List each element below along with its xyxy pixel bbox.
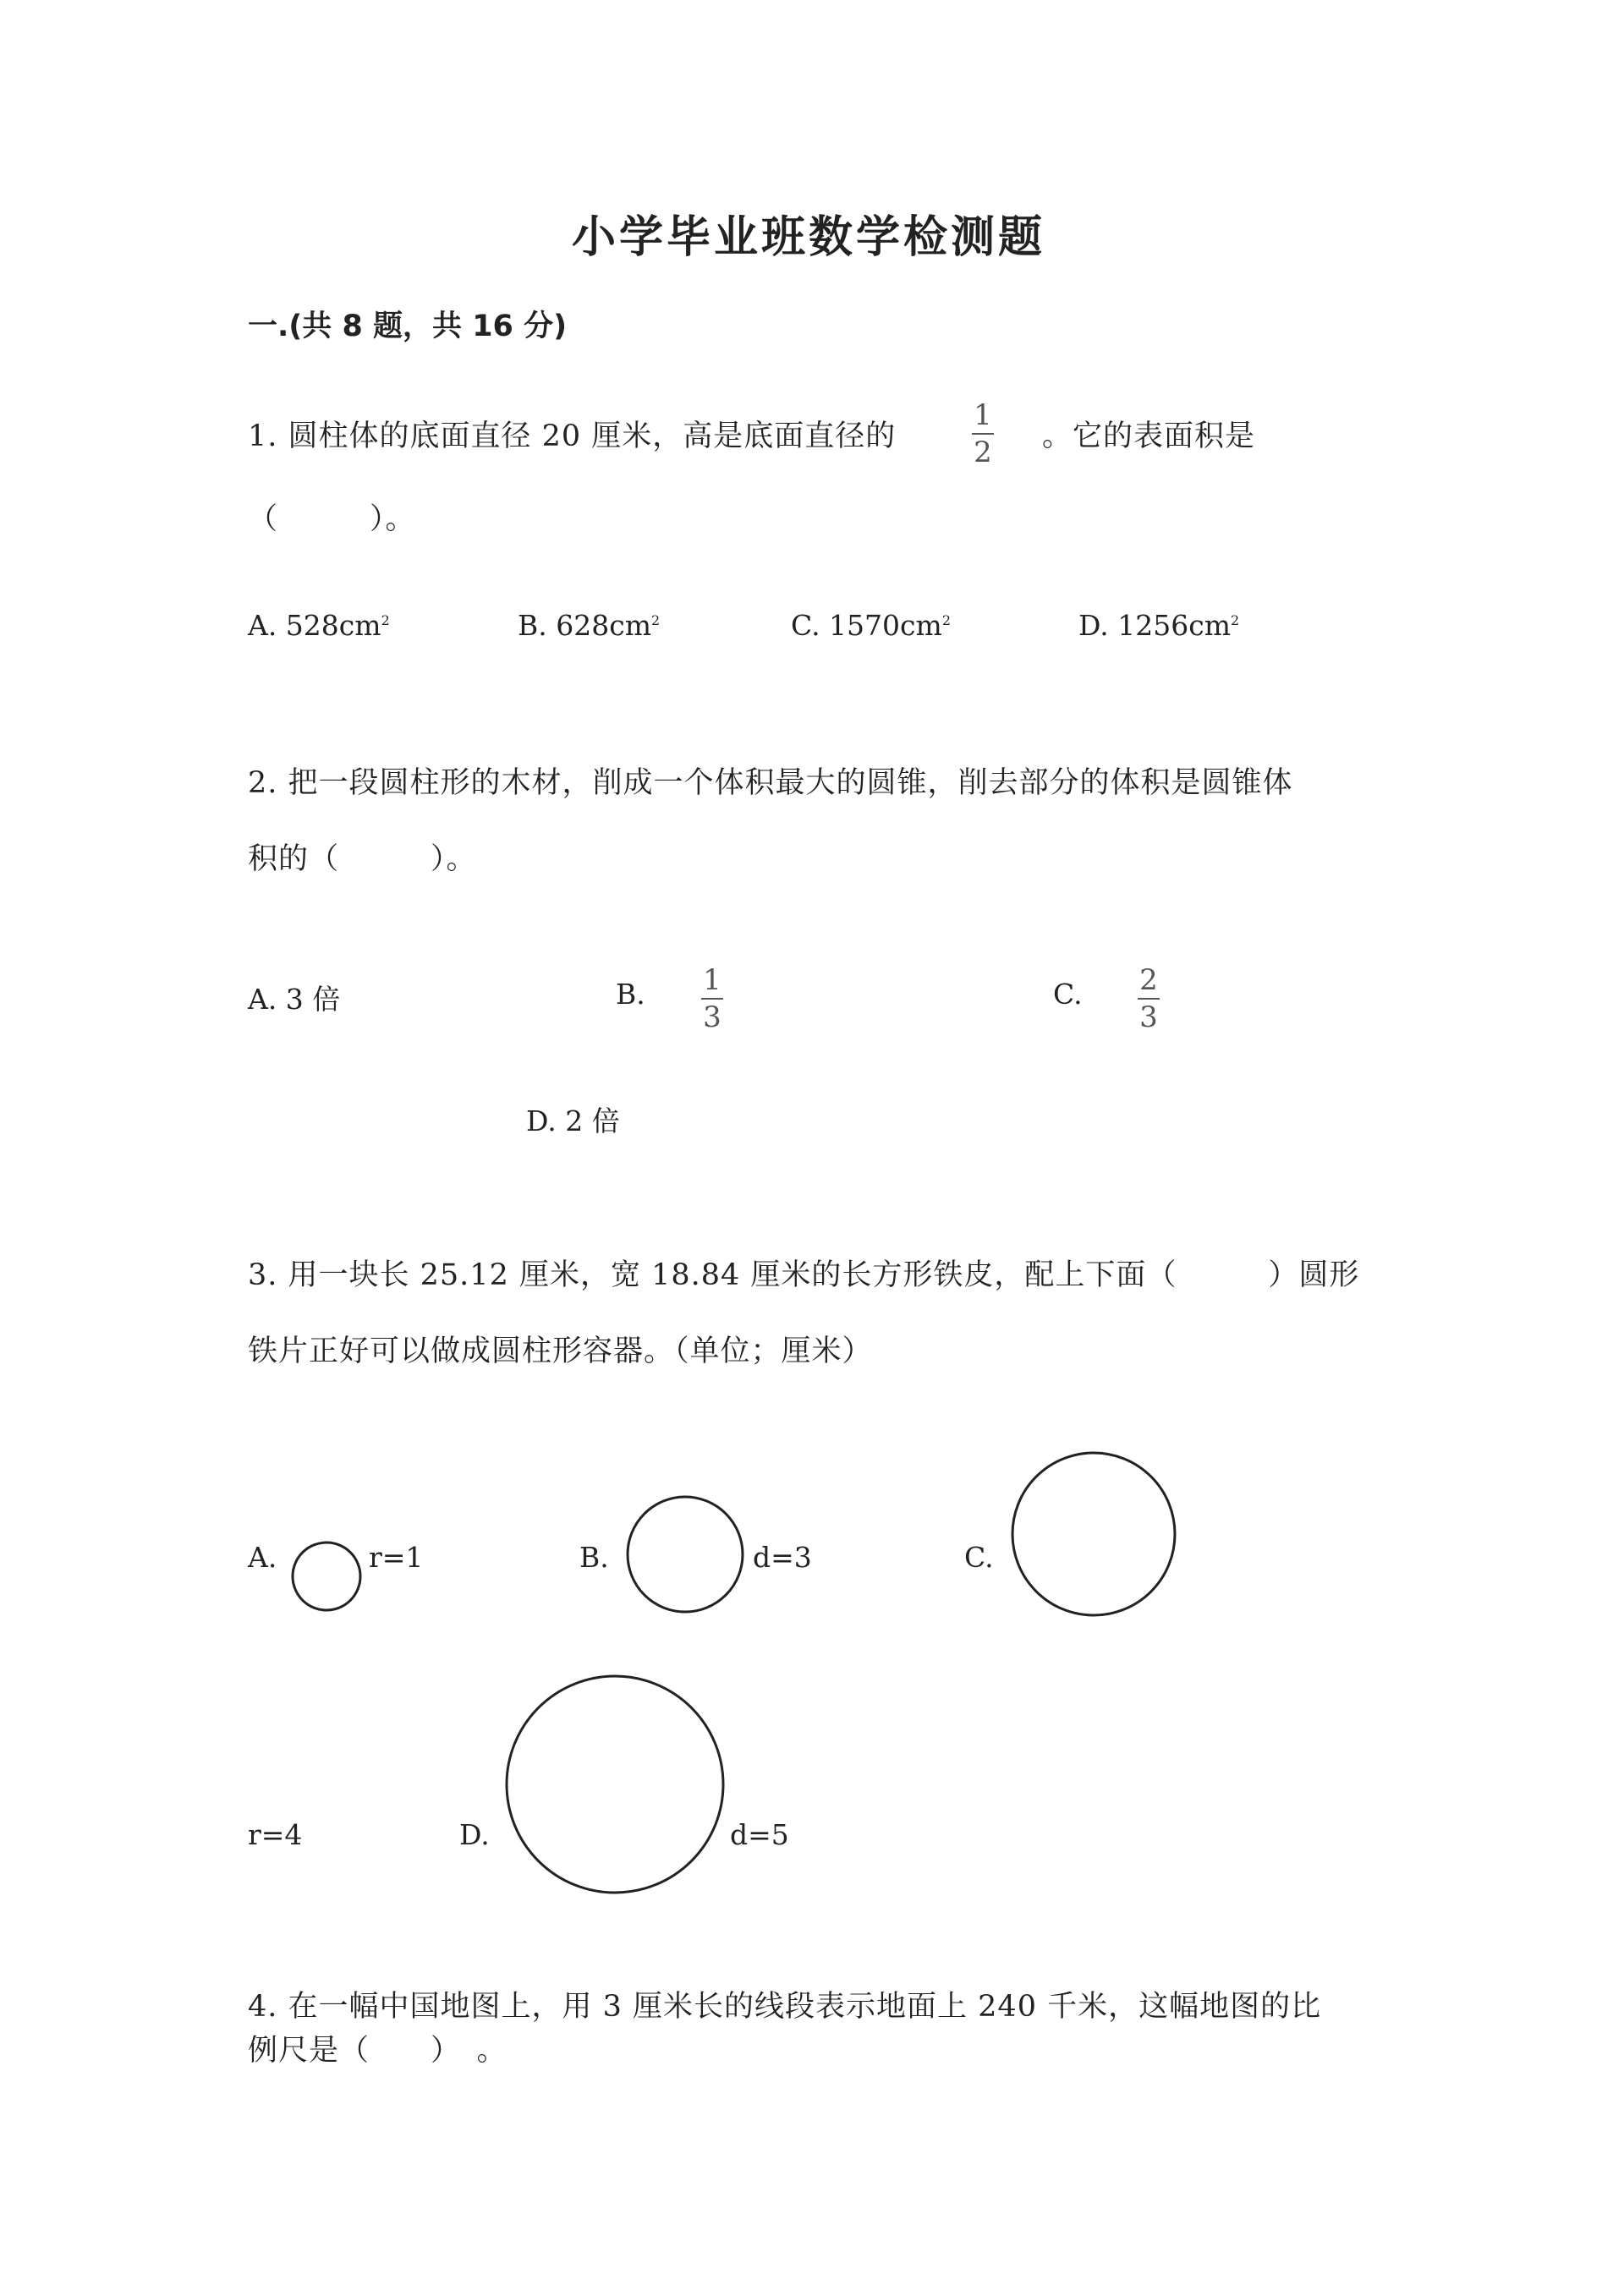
unit-superscript: 2 [381,612,390,628]
option-c-value: r=4 [248,1818,303,1851]
option-b[interactable] [518,609,660,642]
page-title: 小学毕业班数学检测题 [572,212,1046,263]
option-d-label[interactable]: D. [459,1818,490,1851]
option-b-circle[interactable] [626,1495,744,1614]
option-a-value: r=1 [369,1541,424,1574]
option-d-value: d=5 [730,1818,789,1851]
option-b-value: d=3 [753,1541,812,1574]
option-c[interactable] [791,609,951,642]
question-3-text: 3. 用一块长 25.12 厘米，宽 18.84 厘米的长方形铁皮，配上下面（ ）圆形 [248,1258,1360,1292]
fraction-denominator: 3 [703,1000,721,1034]
unit-superscript: 2 [651,612,661,628]
question-3-text-line2: 铁片正好可以做成圆柱形容器。（单位；厘米） [248,1334,873,1368]
option-a-label[interactable]: A. [248,1541,277,1574]
fraction-bar [701,998,723,1000]
question-4-text: 4. 在一幅中国地图上，用 3 厘米长的线段表示地面上 240 千米，这幅地图的比 [248,1990,1322,2024]
option-d[interactable] [1078,609,1239,642]
option-d[interactable]: D. 2 倍 [526,1104,620,1137]
unit-superscript: 2 [1231,612,1240,628]
fraction-bar [1138,998,1160,1000]
question-2-text-line2: 积的（ ）。 [248,842,477,876]
question-1-text-after: 。它的表面积是 [1042,419,1256,453]
question-4-text-line2: 例尺是（ ） 。 [248,2034,508,2068]
option-b-text: B. 628cm [518,609,651,642]
fraction-bar [972,433,994,435]
fraction-numerator: 1 [974,398,992,432]
option-c-text: C. 1570cm [791,609,942,642]
question-2-text: 2. 把一段圆柱形的木材，削成一个体积最大的圆锥，削去部分的体积是圆锥体 [248,766,1293,800]
option-d-text: D. 1256cm [1078,609,1232,642]
option-b-label[interactable]: B. [579,1541,609,1574]
option-a[interactable] [248,609,390,642]
option-d-circle[interactable] [505,1674,725,1894]
option-c-circle[interactable] [1011,1451,1177,1617]
option-c-label[interactable]: C. [964,1541,994,1574]
unit-superscript: 2 [941,612,951,628]
option-a-text: A. 528cm [248,609,381,642]
fraction-numerator: 2 [1139,963,1158,997]
option-a-circle[interactable] [291,1541,362,1612]
option-c-fraction [1133,964,1164,1033]
fraction-numerator: 1 [703,963,721,997]
option-b-label[interactable]: B. [616,978,645,1011]
question-1-text: 1. 圆柱体的底面直径 20 厘米，高是底面直径的 [248,419,897,453]
fraction-denominator: 3 [1139,1000,1158,1034]
answer-blank: （ ）。 [248,502,416,536]
section-heading: 一.(共 8 题，共 16 分) [248,310,568,343]
option-a[interactable]: A. 3 倍 [248,983,341,1016]
question-1-fraction [968,399,998,469]
fraction-denominator: 2 [974,436,992,469]
option-c-label[interactable]: C. [1053,978,1083,1011]
option-b-fraction [697,964,727,1033]
